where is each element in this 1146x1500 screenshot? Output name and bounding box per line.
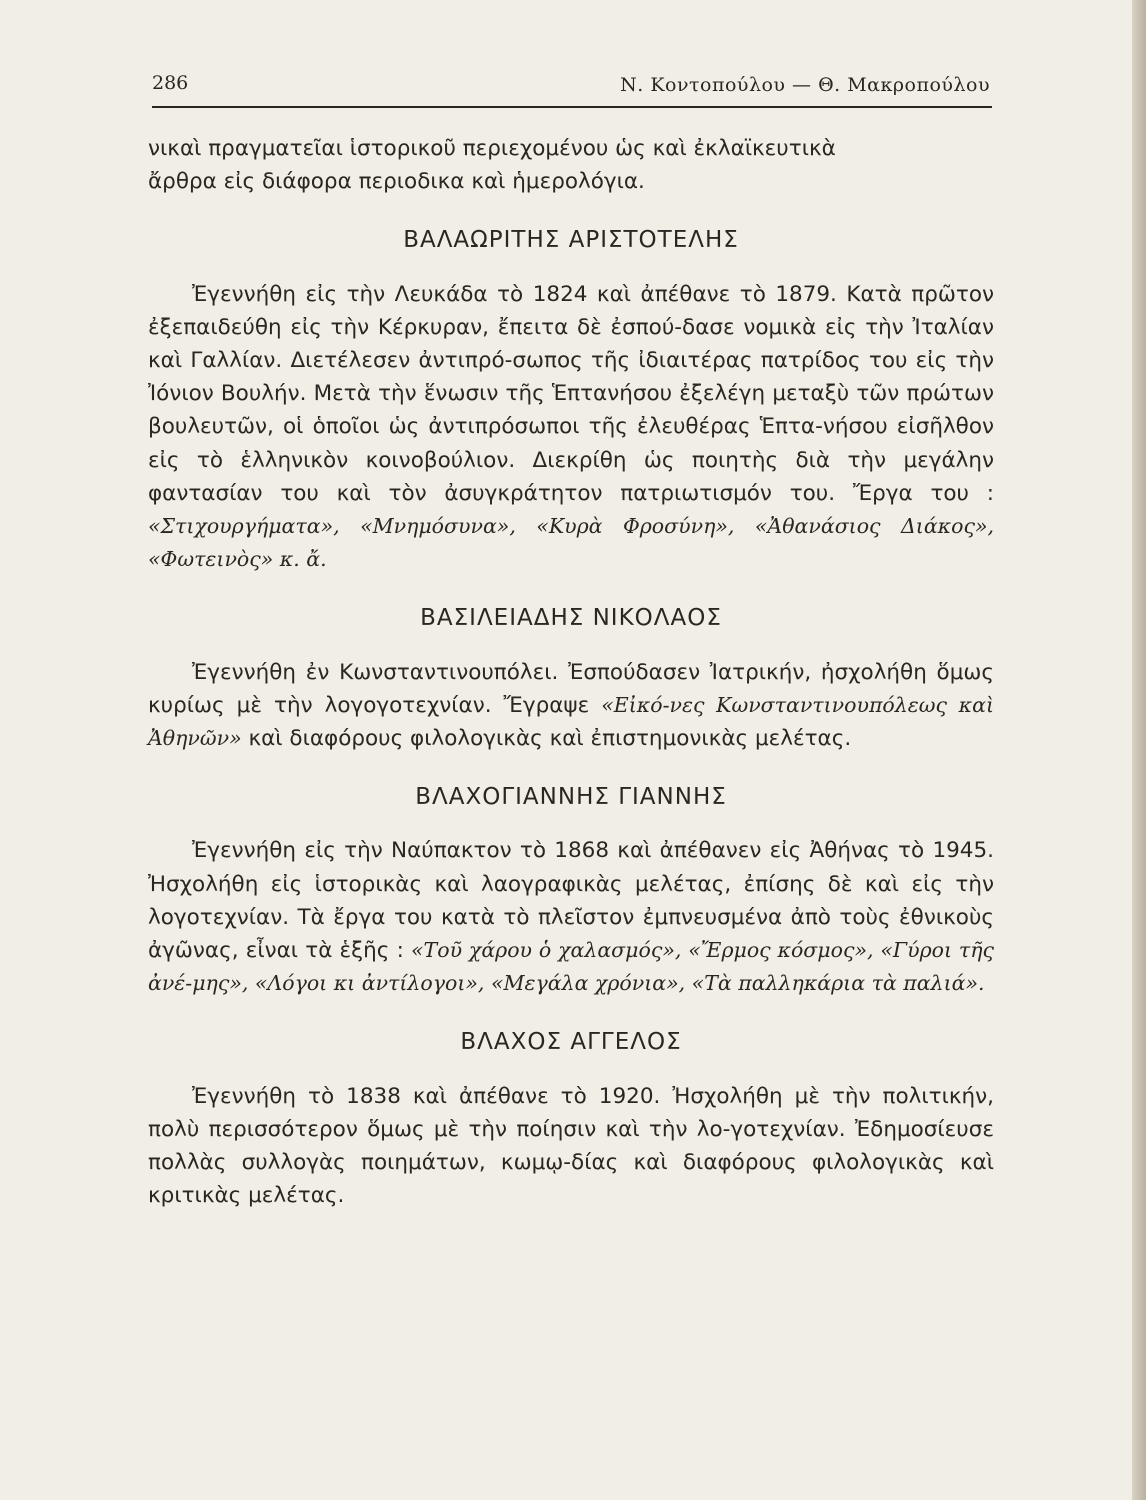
entry-paragraph — [148, 834, 994, 1000]
entry-works: «Στιχουργήματα», «Μνημόσυνα», «Κυρὰ Φροσύνη», «Ἀθανάσιος Διάκος», «Φωτεινὸς» κ. ἄ. — [148, 514, 994, 572]
intro-line: ἄρθρα εἰς διάφορα περιοδικα καὶ ἡμερολόγια. — [148, 169, 645, 195]
entry-works: «Εἰκό-νες Κωνσταντινουπόλεως καὶ Ἀθηνῶν» — [148, 692, 994, 751]
entry-heading: ΒΛΑΧΟΓΙΑΝΝΗΣ ΓΙΑΝΝΗΣ — [415, 784, 727, 811]
entry-text-after: καὶ διαφόρους φιλολογικὰς καὶ ἐπιστημονικὰς μελέτας. — [248, 726, 852, 752]
entry-paragraph — [148, 278, 994, 577]
entry-paragraph — [148, 1080, 994, 1213]
entry-works: «Τοῦ χάρου ὁ χαλασμός», «Ἔρμος κόσμος», «Γύροι τῆς ἀνέ-μης», «Λόγοι κι ἀντίλογοι», «Μεγάλα χρόνια», «Τὰ παλληκάρια τὰ παλιά». — [148, 938, 994, 996]
entry-text: Ἐγεννήθη ἐν Κωνσταντινουπόλει. Ἐσπούδασεν Ἰατρικήν, ἠσχολήθη ὅμως κυρίως μὲ τὴν λογογοτεχνίαν. Ἔγραψε — [148, 659, 994, 718]
entry-text: Ἐγεννήθη τὸ 1838 καὶ ἀπέθανε τὸ 1920. Ἠσχολήθη μὲ τὴν πολιτικήν, πολὺ περισσότερον ὅμως μὲ τὴν ποίησιν καὶ τὴν λο-γοτεχνίαν. Ἐδημοσίευσε πολλὰς συλλογὰς ποιημάτων, κωμῳ-δίας καὶ διαφόρους φιλολογικὰς καὶ κριτικὰς μελέτας. — [148, 1083, 994, 1209]
page-header — [152, 66, 992, 108]
intro-line: νικαὶ πραγματεῖαι ἱστορικοῦ περιεχομένου ὡς καὶ ἐκλαϊκευτικὰ — [148, 136, 836, 161]
entry-text: Ἐγεννήθη εἰς τὴν Ναύπακτον τὸ 1868 καὶ ἀπέθανεν εἰς Ἀθήνας τὸ 1945. Ἠσχολήθη εἰς ἱστορικὰς καὶ λαογραφικὰς μελέτας, ἐπίσης δὲ καὶ εἰς τὴν λογοτεχνίαν. Τὰ ἔργα του κατὰ τὸ πλεῖστον ἐμπνευσμένα ἀπὸ τοὺς ἐθνικοὺς ἀγῶνας, εἶναι τὰ ἑξῆς : — [148, 838, 994, 964]
entry-text: Ἐγεννήθη εἰς τὴν Λευκάδα τὸ 1824 καὶ ἀπέθανε τὸ 1879. Κατὰ πρῶτον ἐξεπαιδεύθη εἰς τὴν Κέρκυραν, ἔπειτα δὲ ἐσπού-δασε νομικὰ εἰς τὴν Ἰταλίαν καὶ Γαλλίαν. Διετέλεσεν ἀντιπρό-σωπος τῆς ἰδιαιτέρας πατρίδος του εἰς τὴν Ἰόνιον Βουλήν. Μετὰ τὴν ἕνωσιν τῆς Ἑπτανήσου ἐξελέγη μεταξὺ τῶν πρώτων βουλευτῶν, οἱ ὁποῖοι ὡς ἀντιπρόσωποι τῆς ἐλευθέρας Ἑπτα-νήσου εἰσῆλθον εἰς τὸ ἑλληνικὸν κοινοβούλιον. Διεκρίθη ὡς ποιητὴς διὰ τὴν μεγάλην φαντασίαν του καὶ τὸν ἀσυγκράτητον πατριωτισμόν του. Ἔργα του : — [148, 281, 994, 506]
entry-heading: ΒΛΑΧΟΣ ΑΓΓΕΛΟΣ — [460, 1029, 682, 1056]
entry-heading: ΒΑΣΙΛΕΙΑΔΗΣ ΝΙΚΟΛΑΟΣ — [420, 605, 722, 632]
entry-paragraph — [148, 656, 994, 756]
page-edge — [1132, 0, 1146, 1500]
page-content — [148, 132, 994, 1212]
intro-paragraph — [148, 132, 994, 198]
running-title: Ν. Κοντοπούλου — Θ. Μακροπούλου — [620, 74, 990, 96]
entry-heading: ΒΑΛΑΩΡΙΤΗΣ ΑΡΙΣΤΟΤΕΛΗΣ — [403, 227, 739, 254]
page-number: 286 — [152, 72, 189, 94]
